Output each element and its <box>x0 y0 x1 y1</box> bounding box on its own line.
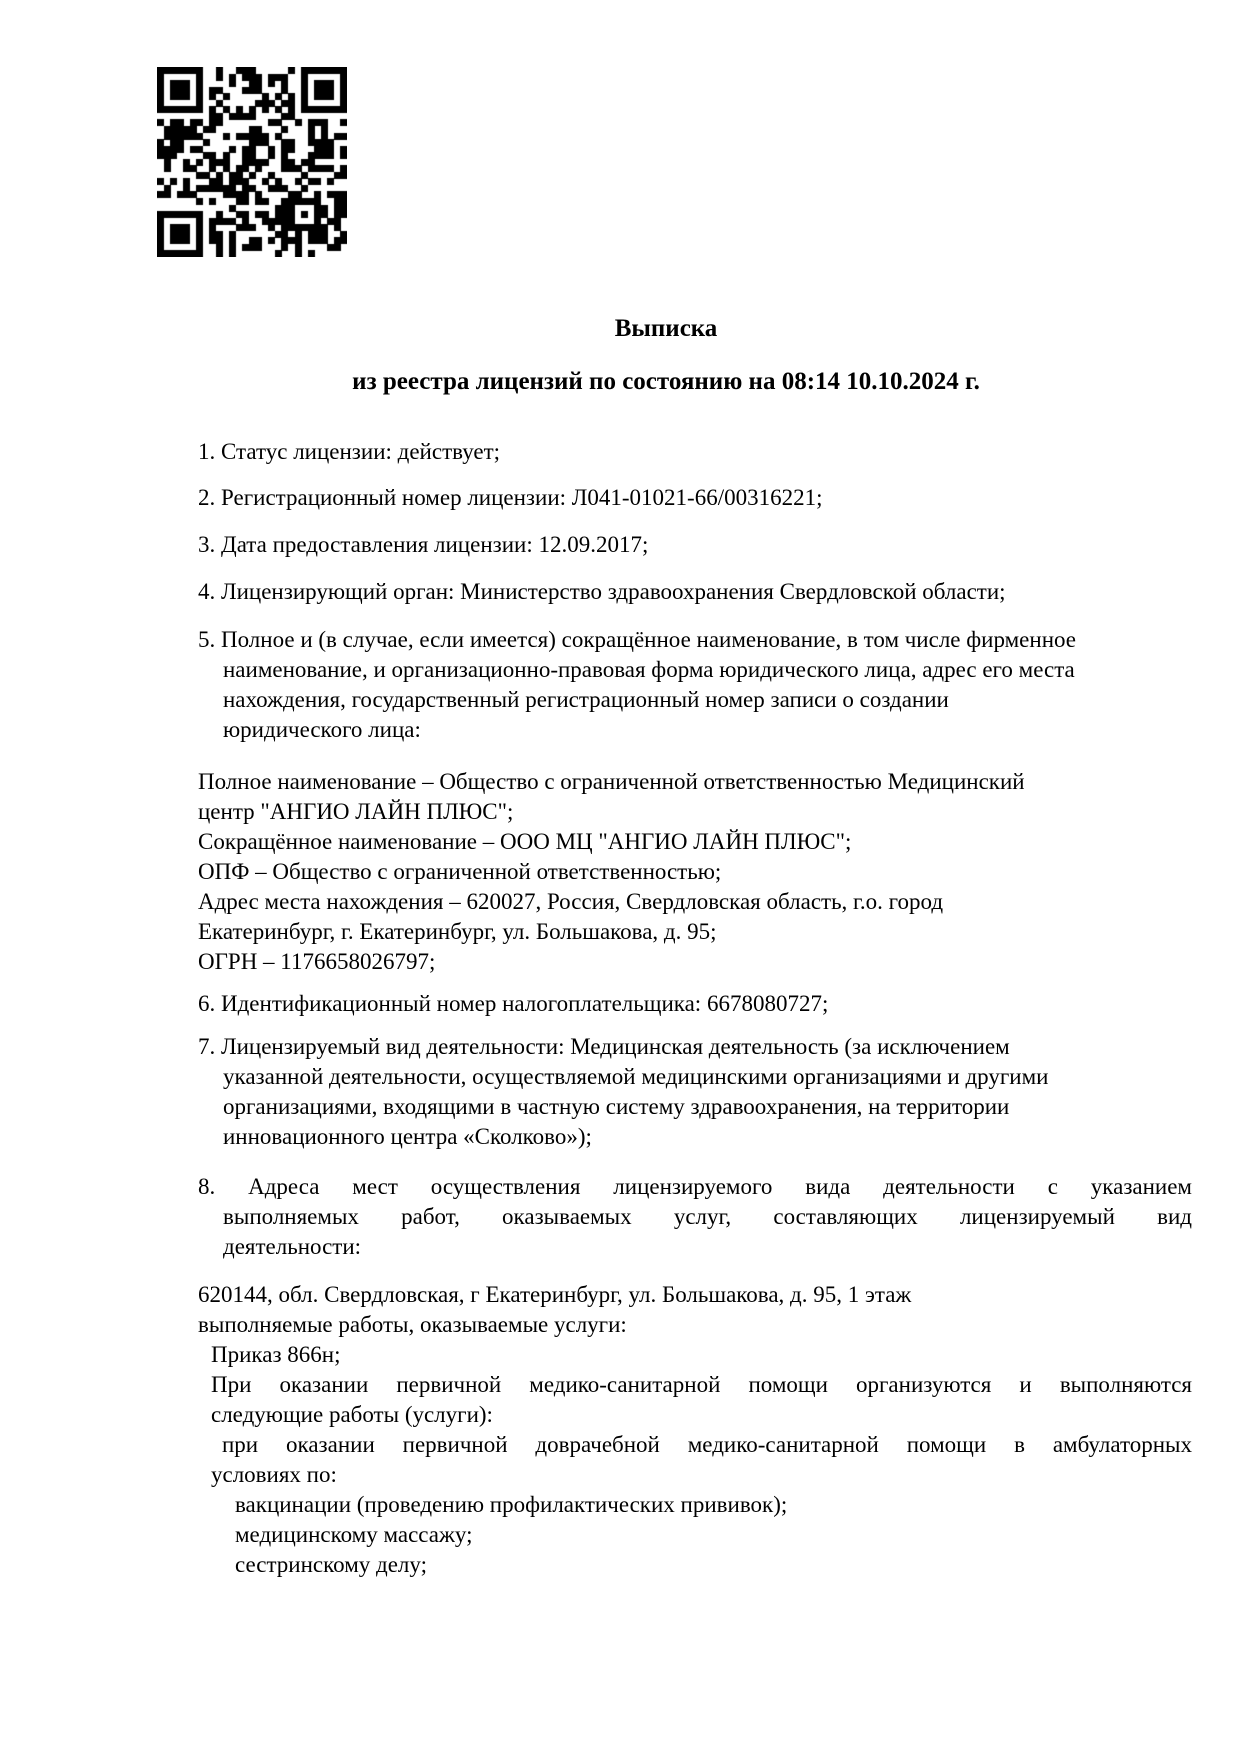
activity-addresses-item <box>198 1172 1192 1262</box>
org-details-block <box>198 767 1192 977</box>
org-name-item-line: нахождения, государственный регистрационный номер записи о создании <box>223 687 949 712</box>
works-services-line: При оказании первичной медико-санитарной помощи организуются и выполняются <box>211 1372 1192 1397</box>
license-number-line: 2. Регистрационный номер лицензии: Л041-01021-66/00316221; <box>198 485 823 510</box>
qr-code <box>157 67 347 257</box>
licensed-activity-item <box>198 1032 1192 1152</box>
org-details-line: Адрес места нахождения – 620027, Россия, Свердловская область, г.о. город <box>198 889 944 914</box>
org-details-line: центр "АНГИО ЛАЙН ПЛЮС"; <box>198 799 514 824</box>
works-service-entry: медицинскому массажу; <box>235 1522 473 1547</box>
works-services-line: условиях по: <box>211 1462 337 1487</box>
org-name-item <box>198 625 1192 745</box>
org-details-line: Сокращённое наименование – ООО МЦ "АНГИО ЛАЙН ПЛЮС"; <box>198 829 852 854</box>
org-name-item-line: наименование, и организационно-правовая форма юридического лица, адрес его места <box>223 657 1075 682</box>
activity-addresses-line: выполняемых работ, оказываемых услуг, составляющих лицензируемый вид <box>223 1204 1192 1229</box>
licensing-authority-line: 4. Лицензирующий орган: Министерство здравоохранения Свердловской области; <box>198 579 1006 604</box>
works-services-line: при оказании первичной доврачебной медико-санитарной помощи в амбулаторных <box>222 1432 1192 1457</box>
licensed-activity-line: 7. Лицензируемый вид деятельности: Медицинская деятельность (за исключением <box>198 1034 1010 1059</box>
org-name-item-line: юридического лица: <box>223 717 421 742</box>
license-date-line: 3. Дата предоставления лицензии: 12.09.2017; <box>198 532 649 557</box>
works-order-line: Приказ 866н; <box>211 1342 341 1367</box>
licensed-activity-line: указанной деятельности, осуществляемой медицинскими организациями и другими <box>223 1064 1049 1089</box>
works-address-line: 620144, обл. Свердловская, г Екатеринбург, ул. Большакова, д. 95, 1 этаж <box>198 1282 912 1307</box>
inn-line: 6. Идентификационный номер налогоплательщика: 6678080727; <box>198 991 829 1016</box>
org-details-line: Полное наименование – Общество с ограниченной ответственностью Медицинский <box>198 769 1025 794</box>
activity-addresses-line: 8. Адреса мест осуществления лицензируемого вида деятельности с указанием <box>198 1174 1192 1199</box>
works-services-line: выполняемые работы, оказываемые услуги: <box>198 1312 627 1337</box>
document-body <box>198 314 1192 1580</box>
licensed-activity-line: инновационного центра «Сколково»); <box>223 1124 592 1149</box>
org-details-line: ОПФ – Общество с ограниченной ответственностью; <box>198 859 722 884</box>
qr-code-canvas <box>157 67 347 257</box>
license-status-line: 1. Статус лицензии: действует; <box>198 439 501 464</box>
org-details-line: ОГРН – 1176658026797; <box>198 949 436 974</box>
org-details-line: Екатеринбург, г. Екатеринбург, ул. Большакова, д. 95; <box>198 919 717 944</box>
org-name-item-line: 5. Полное и (в случае, если имеется) сокращённое наименование, в том числе фирменное <box>198 627 1076 652</box>
works-service-entry: сестринскому делу; <box>235 1552 427 1577</box>
document-subtitle: из реестра лицензий по состоянию на 08:14 10.10.2024 г. <box>352 368 980 395</box>
works-services-block <box>198 1280 1192 1580</box>
works-services-line: следующие работы (услуги): <box>211 1402 493 1427</box>
licensed-activity-line: организациями, входящими в частную систему здравоохранения, на территории <box>223 1094 1010 1119</box>
activity-addresses-line: деятельности: <box>223 1234 362 1259</box>
document-title: Выписка <box>614 315 718 342</box>
works-service-entry: вакцинации (проведению профилактических прививок); <box>235 1492 788 1517</box>
